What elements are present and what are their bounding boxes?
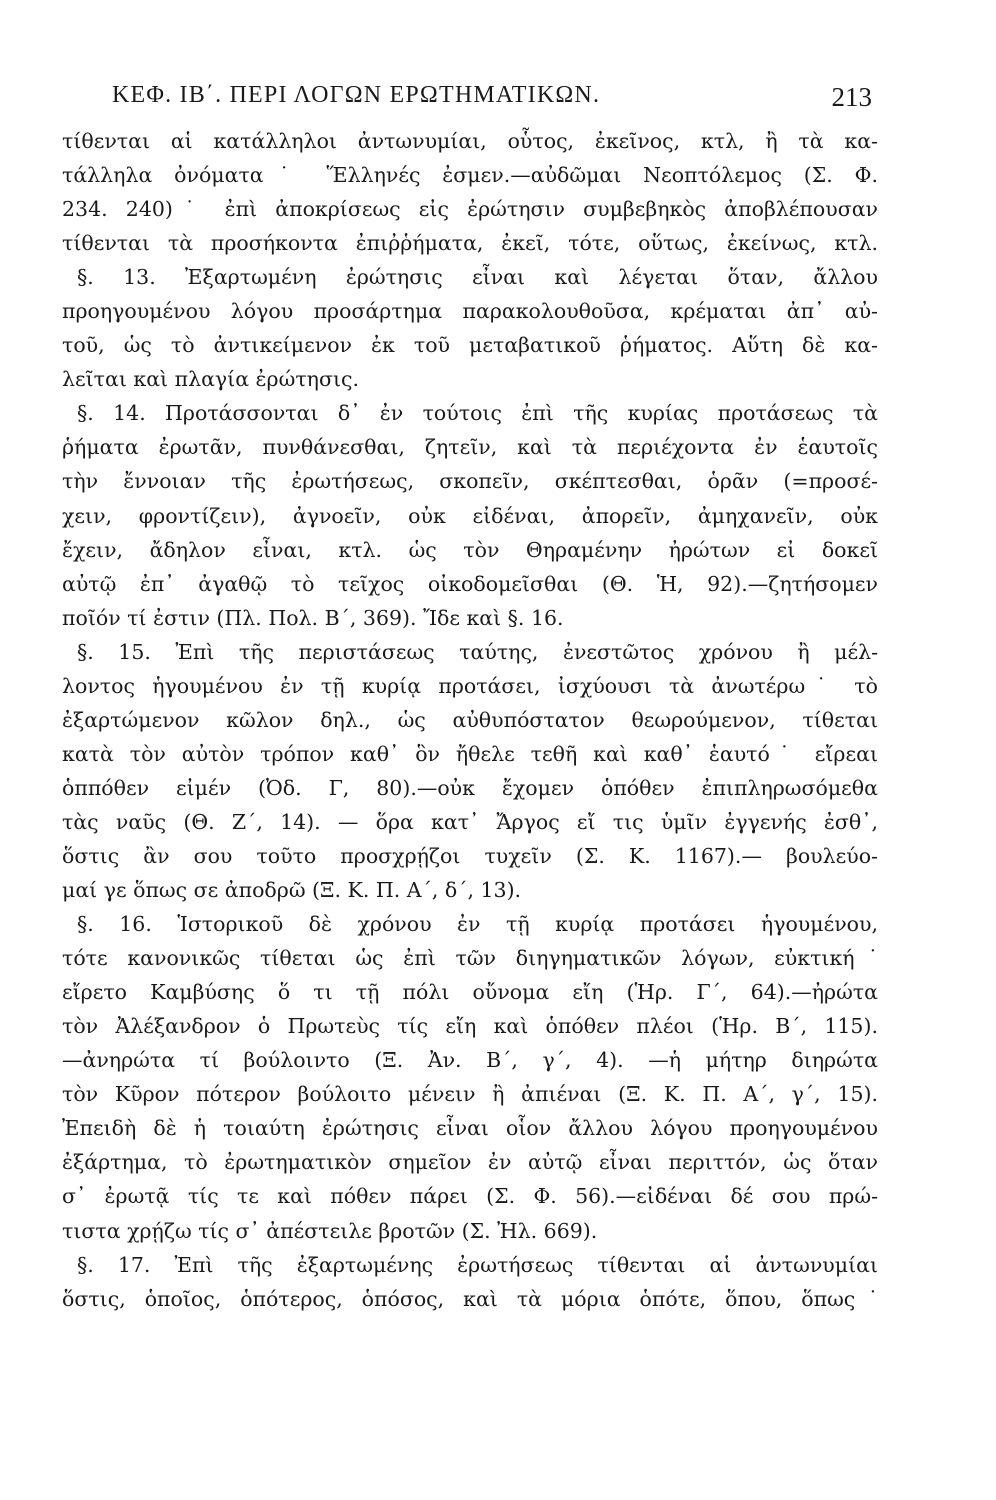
text-line: τὸν Κῦρον πότερον βούλοιτο μένειν ἢ ἀπιέναι (Ξ. Κ. Π. Α΄, γ΄, 15). (62, 1082, 878, 1107)
text-line: αὐτῷ ἐπ᾿ ἀγαθῷ τὸ τεῖχος οἰκοδομεῖσθαι (Θ. Ἡ, 92).—ζητήσομεν (62, 571, 878, 596)
section-16-heading-line: §. 16. Ἱστορικοῦ δὲ χρόνου ἐν τῇ κυρίᾳ προτάσει ἡγουμένου, (77, 912, 878, 937)
body-text (62, 124, 878, 1316)
page-header (112, 82, 872, 122)
text-line: ἐξάρτημα, τὸ ἐρωτηματικὸν σημεῖον ἐν αὐτῷ εἶναι περιττόν, ὡς ὅταν (62, 1150, 878, 1175)
text-line: σ᾿ ἐρωτᾷ τίς τε καὶ πόθεν πάρει (Σ. Φ. 56).—εἰδέναι δέ σου πρώ- (62, 1184, 878, 1209)
text-line: τὴν ἔννοιαν τῆς ἐρωτήσεως, σκοπεῖν, σκέπτεσθαι, ὁρᾶν (=προσέ- (62, 469, 878, 494)
text-line: ὅστις ἂν σου τοῦτο προσχρῄζοι τυχεῖν (Σ. Κ. 1167).— βουλεύο- (62, 843, 878, 868)
text-line: προηγουμένου λόγου προσάρτημα παρακολουθοῦσα, κρέμαται ἀπ᾿ αὐ- (62, 299, 878, 324)
running-title: ΚΕΦ. ΙΒ΄. ΠΕΡΙ ΛΟΓΩΝ ΕΡΩΤΗΜΑΤΙΚΩΝ. (112, 82, 601, 108)
text-line: ἐξαρτώμενον κῶλον δηλ., ὡς αὐθυπόστατον θεωρούμενον, τίθεται (62, 707, 878, 732)
text-line: εἴρετο Καμβύσης ὅ τι τῇ πόλι οὔνομα εἴη (Ἡρ. Γ΄, 64).—ἠρώτα (62, 980, 878, 1005)
text-line: λοντος ἡγουμένου ἐν τῇ κυρίᾳ προτάσει, ἰσχύουσι τὰ ἀνωτέρω˙ τὸ (62, 673, 878, 698)
text-line: τίθενται τὰ προσήκοντα ἐπιῤῥήματα, ἐκεῖ, τότε, οὕτως, ἐκείνως, κτλ. (62, 231, 878, 256)
text-line: —ἀνηρώτα τί βούλοιντο (Ξ. Ἀν. Β΄, γ΄, 4). —ἡ μήτηρ διηρώτα (62, 1048, 878, 1073)
text-line: Ἐπειδὴ δὲ ἡ τοιαύτη ἐρώτησις εἶναι οἷον ἄλλου λόγου προηγουμένου (62, 1116, 878, 1141)
section-14-heading-line: §. 14. Προτάσσονται δ᾿ ἐν τούτοις ἐπὶ τῆς κυρίας προτάσεως τὰ (77, 401, 878, 426)
text-line: τότε κανονικῶς τίθεται ὡς ἐπὶ τῶν διηγηματικῶν λόγων, εὐκτική˙ (62, 946, 878, 971)
section-17-heading-line: §. 17. Ἐπὶ τῆς ἐξαρτωμένης ἐρωτήσεως τίθενται αἱ ἀντωνυμίαι (77, 1252, 878, 1277)
text-line: λεῖται καὶ πλαγία ἐρώτησις. (62, 367, 359, 392)
text-line: χειν, φροντίζειν), ἀγνοεῖν, οὐκ εἰδέναι, ἀπορεῖν, ἀμηχανεῖν, οὐκ (62, 503, 878, 528)
text-line: ὅστις, ὁποῖος, ὁπότερος, ὁπόσος, καὶ τὰ μόρια ὁπότε, ὅπου, ὅπως˙ (62, 1286, 878, 1311)
text-line: ποῖόν τί ἐστιν (Πλ. Πολ. Β΄, 369). Ἴδε καὶ §. 16. (62, 605, 564, 630)
text-line: 234. 240)˙ ἐπὶ ἀποκρίσεως εἰς ἐρώτησιν συμβεβηκὸς ἀποβλέπουσαν (62, 197, 878, 222)
section-13-heading-line: §. 13. Ἐξαρτωμένη ἐρώτησις εἶναι καὶ λέγεται ὅταν, ἄλλου (77, 265, 878, 290)
text-line: κατὰ τὸν αὐτὸν τρόπον καθ᾿ ὃν ἤθελε τεθῆ καὶ καθ᾿ ἑαυτό˙ εἴρεαι (62, 741, 878, 766)
text-line: τάλληλα ὀνόματα˙ Ἕλληνές ἐσμεν.—αὐδῶμαι Νεοπτόλεμος (Σ. Φ. (62, 163, 878, 188)
text-line: μαί γε ὅπως σε ἀποδρῶ (Ξ. Κ. Π. Α΄, δ΄, 13). (62, 878, 522, 903)
text-line: τιστα χρῄζω τίς σ᾿ ἀπέστειλε βροτῶν (Σ. Ἠλ. 669). (62, 1218, 598, 1243)
text-line: ῥήματα ἐρωτᾶν, πυνθάνεσθαι, ζητεῖν, καὶ τὰ περιέχοντα ἐν ἑαυτοῖς (62, 435, 878, 460)
text-line: τὰς ναῦς (Θ. Ζ΄, 14). — ὅρα κατ᾿ Ἄργος εἴ τις ὑμῖν ἐγγενής ἐσθ᾿, (62, 809, 878, 834)
page-number: 213 (831, 82, 872, 112)
text-line: τὸν Ἀλέξανδρον ὁ Πρωτεὺς τίς εἴη καὶ ὁπόθεν πλέοι (Ἡρ. Β΄, 115). (62, 1014, 878, 1039)
text-line: τοῦ, ὡς τὸ ἀντικείμενον ἐκ τοῦ μεταβατικοῦ ῥήματος. Αὕτη δὲ κα- (62, 333, 878, 358)
text-line: ἔχειν, ἄδηλον εἶναι, κτλ. ὡς τὸν Θηραμένην ἠρώτων εἰ δοκεῖ (62, 537, 878, 562)
section-15-heading-line: §. 15. Ἐπὶ τῆς περιστάσεως ταύτης, ἐνεστῶτος χρόνου ἢ μέλ- (77, 639, 878, 664)
text-line: ὁππόθεν εἰμέν (Ὀδ. Γ, 80).—οὐκ ἔχομεν ὁπόθεν ἐπιπληρωσόμεθα (62, 775, 878, 800)
text-line: τίθενται αἱ κατάλληλοι ἀντωνυμίαι, οὗτος, ἐκεῖνος, κτλ, ἢ τὰ κα- (62, 129, 878, 153)
